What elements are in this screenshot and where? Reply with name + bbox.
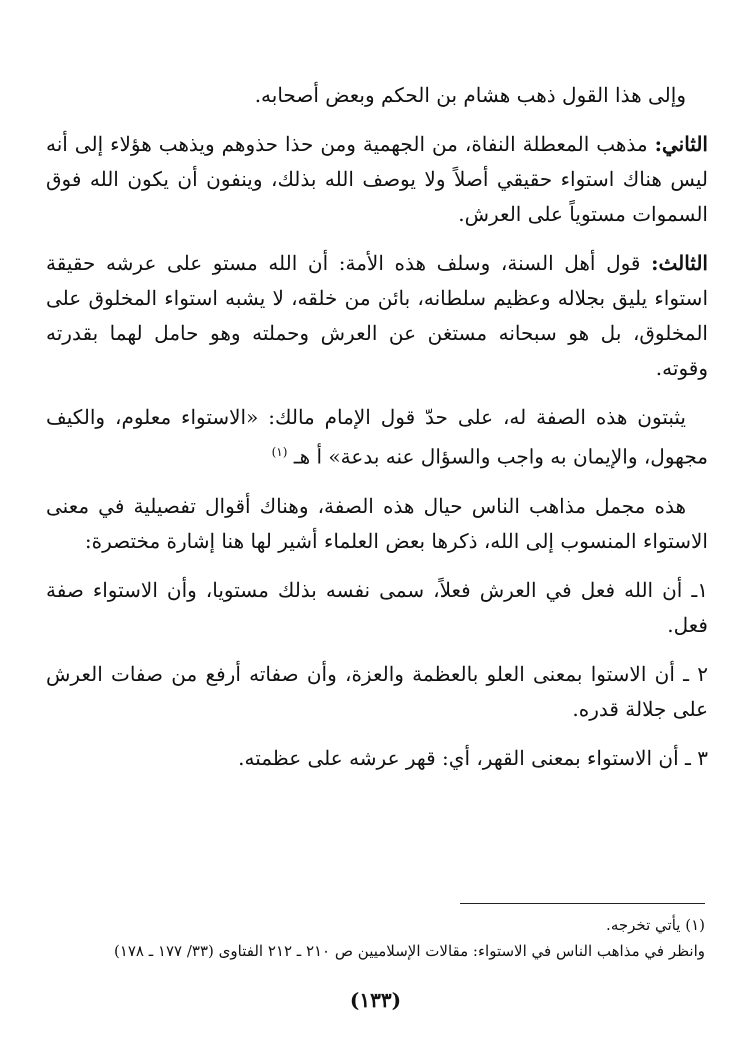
footnote-reference: (١) bbox=[271, 445, 288, 459]
paragraph-malik-quote bbox=[46, 400, 708, 475]
second-view-heading: الثاني: bbox=[654, 132, 708, 156]
malik-quote-text: يثبتون هذه الصفة له، على حدّ قول الإمام مالك: «الاستواء معلوم، والكيف مجهول، والإيمان به واجب والسؤال عنه بدعة» أ هـ bbox=[46, 405, 708, 469]
list-item-2: ٢ ـ أن الاستوا بمعنى العلو بالعظمة والعزة، وأن صفاته أرفع من صفات العرش على جلالة قدره. bbox=[46, 661, 708, 721]
footnote-divider bbox=[460, 903, 705, 904]
second-view-text: مذهب المعطلة النفاة، من الجهمية ومن حذا حذوهم ويذهب هؤلاء إلى أنه ليس هناك استواء حقيقي أصلاً ولا يوصف الله بذلك، وينفون أن يكون الله فوق السموات مستوياً على العرش. bbox=[46, 132, 708, 226]
footnote-2: وانظر في مذاهب الناس في الاستواء: مقالات الإسلاميين ص ٢١٠ ـ ٢١٢ الفتاوى (٣٣/ ١٧٧ ـ ١٧٨) bbox=[113, 942, 705, 960]
paragraph-summary: هذه مجمل مذاهب الناس حيال هذه الصفة، وهناك أقوال تفصيلية في معنى الاستواء المنسوب إلى الله، ذكرها بعض العلماء أشير لها هنا إشارة مختصرة: bbox=[46, 493, 708, 553]
list-item-1: ١ـ أن الله فعل في العرش فعلاً، سمى نفسه بذلك مستويا، وأن الاستواء صفة فعل. bbox=[46, 577, 708, 637]
paragraph-third-view bbox=[46, 246, 708, 386]
footnote-1: (١) يأتي تخرجه. bbox=[606, 916, 705, 934]
paragraph-intro: وإلى هذا القول ذهب هشام بن الحكم وبعض أصحابه. bbox=[254, 83, 686, 107]
document-body bbox=[46, 78, 708, 790]
paragraph-second-view bbox=[46, 127, 708, 232]
third-view-heading: الثالث: bbox=[651, 251, 708, 275]
footnotes bbox=[43, 912, 705, 964]
list-item-3: ٣ ـ أن الاستواء بمعنى القهر، أي: قهر عرشه على عظمته. bbox=[238, 745, 708, 770]
third-view-text: قول أهل السنة، وسلف هذه الأمة: أن الله مستو على عرشه حقيقة استواء يليق بجلاله وعظيم سلطانه، بائن من خلقه، لا يشبه استواء المخلوق على المخلوق، بل هو سبحانه مستغن عن العرش وحملته وهو حامل لهما بقدرته وقوته. bbox=[46, 251, 708, 380]
page-number: (١٣٣) bbox=[349, 988, 402, 1012]
